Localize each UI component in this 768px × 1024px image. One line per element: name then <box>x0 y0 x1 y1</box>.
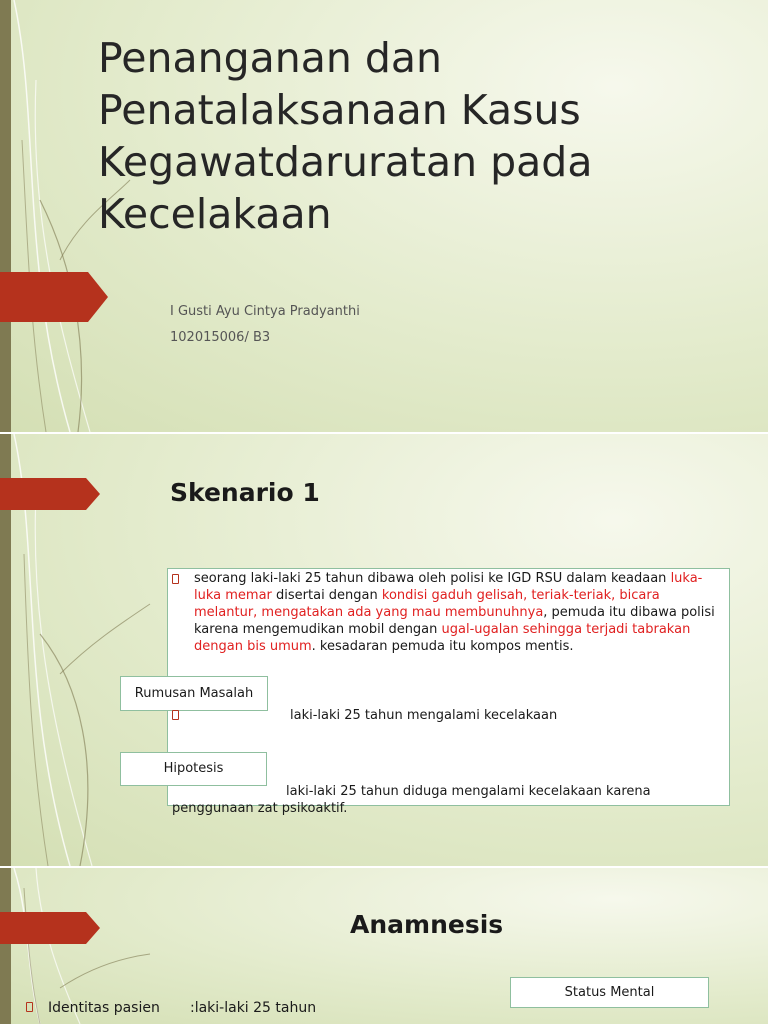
slide-title <box>0 0 768 432</box>
hipotesis-text: laki-laki 25 tahun diduga mengalami kecelakaan karena <box>286 784 651 799</box>
slide-anamnesis <box>0 868 768 1024</box>
scenario-part: . kesadaran pemuda itu kompos mentis. <box>311 639 574 654</box>
identity-label: Identitas pasien <box>48 1000 160 1016</box>
slide-scenario <box>0 434 768 866</box>
scenario-part: seorang laki-laki 25 tahun dibawa oleh polisi ke IGD RSU dalam keadaan <box>194 571 671 586</box>
scenario-highlight: kondisi gaduh gelisah, teriak-teriak, bicara melantur, mengatakan ada yang mau membunuhnya <box>194 588 660 620</box>
slide-heading: Skenario 1 <box>170 478 320 507</box>
scenario-part: , pemuda itu dibawa polisi karena mengemudikan mobil dengan <box>194 605 715 637</box>
hipotesis-label: Hipotesis <box>120 752 267 786</box>
author-name: I Gusti Ayu Cintya Pradyanthi <box>170 304 360 319</box>
bullet-icon <box>172 710 179 720</box>
scenario-part: disertai dengan <box>271 588 382 603</box>
bullet-icon <box>26 1002 33 1012</box>
bullet-icon <box>172 574 179 584</box>
rumusan-masalah-label: Rumusan Masalah <box>120 676 268 711</box>
hipotesis-text-continued: penggunaan zat psikoaktif. <box>172 801 348 816</box>
identity-value: :laki-laki 25 tahun <box>190 1000 317 1016</box>
slide-heading: Anamnesis <box>350 910 504 939</box>
scenario-highlight: ugal-ugalan sehingga terjadi tabrakan dengan bis umum <box>194 622 691 654</box>
scenario-text <box>194 570 726 655</box>
accent-arrow-tab <box>0 478 100 510</box>
accent-arrow-tab <box>0 912 100 944</box>
student-id: 102015006/ B3 <box>170 330 271 345</box>
accent-arrow-tab <box>0 272 108 322</box>
slide-title-text: Penanganan dan Penatalaksanaan Kasus Kegawatdaruratan pada Kecelakaan <box>98 34 593 238</box>
status-mental-label: Status Mental <box>510 977 709 1008</box>
rumusan-masalah-text: laki-laki 25 tahun mengalami kecelakaan <box>290 708 558 723</box>
scenario-highlight: luka-luka memar <box>194 571 703 603</box>
